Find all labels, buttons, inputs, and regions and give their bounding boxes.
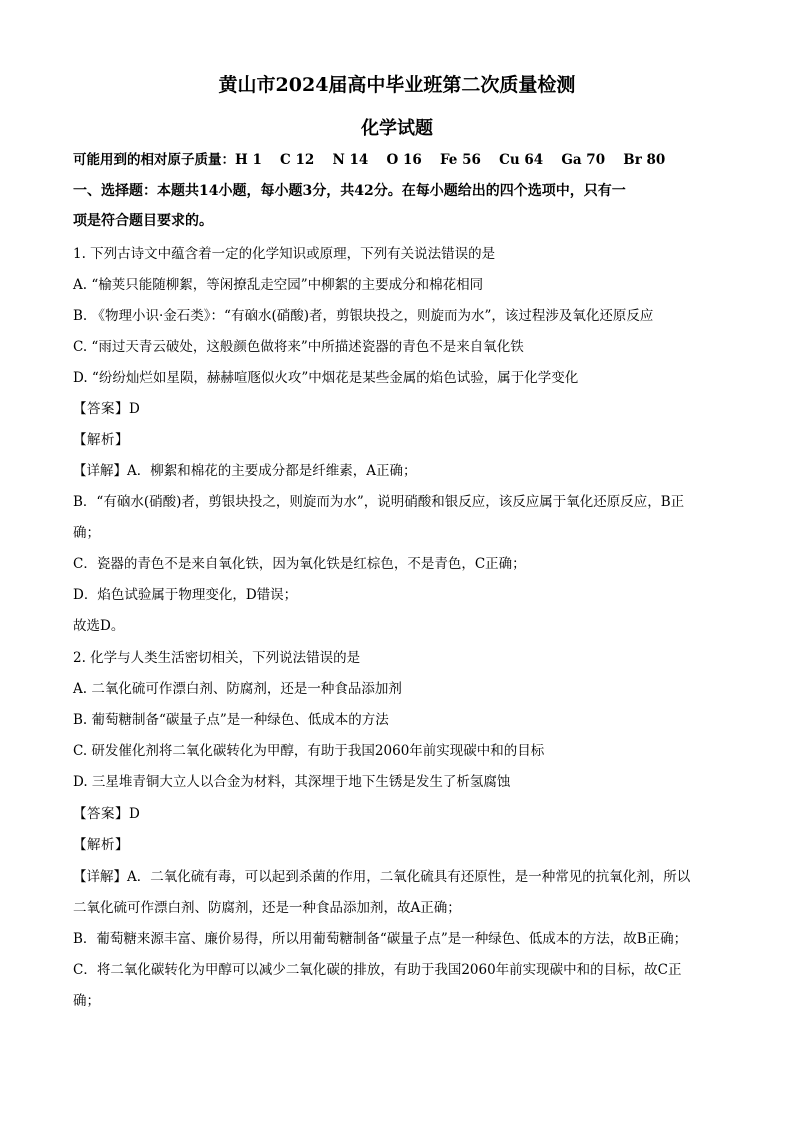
q1-analysis-label: 【解析】 (73, 432, 129, 448)
q1-detail-b-line1: B．“有硇水(硝酸)者，剪银块投之，则旋而为水”，说明硝酸和银反应，该反应属于氧化还原反应，B正 (73, 494, 685, 510)
q2-detail-c-line1: C．将二氧化碳转化为甲醇可以减少二氧化碳的排放，有助于我国2060年前实现碳中和的目标，故C正 (73, 962, 682, 978)
q2-option-c: C. 研发催化剂将二氧化碳转化为甲醇，有助于我国2060年前实现碳中和的目标 (73, 743, 545, 759)
q1-option-a: A. “榆荚只能随柳絮，等闲撩乱走空园”中柳絮的主要成分和棉花相同 (73, 277, 484, 293)
q1-conclusion: 故选D。 (73, 618, 125, 634)
q1-detail-a: 【详解】A．柳絮和棉花的主要成分都是纤维素，A正确； (73, 463, 417, 479)
q1-option-b: B. 《物理小识·金石类》：“有硇水(硝酸)者，剪银块投之，则旋而为水”，该过程涉及氧化还原反应 (73, 308, 654, 324)
q2-option-a: A. 二氧化硫可作漂白剂、防腐剂，还是一种食品添加剂 (73, 681, 402, 697)
q1-stem: 1. 下列古诗文中蕴含着一定的化学知识或原理，下列有关说法错误的是 (73, 246, 496, 262)
q2-detail-c-line2: 确； (73, 993, 100, 1009)
q2-option-b: B. 葡萄糖制备“碳量子点”是一种绿色、低成本的方法 (73, 712, 389, 728)
q2-option-d: D. 三星堆青铜大立人以合金为材料，其深埋于地下生锈是发生了析氢腐蚀 (73, 774, 511, 790)
q1-option-c: C. “雨过天青云破处，这般颜色做将来”中所描述瓷器的青色不是来自氧化铁 (73, 339, 524, 355)
q1-answer: 【答案】D (73, 401, 141, 417)
q2-detail-b: B．葡萄糖来源丰富、廉价易得，所以用葡萄糖制备“碳量子点”是一种绿色、低成本的方法，故B正确； (73, 931, 688, 947)
exam-title: 黄山市2024届高中毕业班第二次质量检测 (218, 74, 576, 96)
q2-answer: 【答案】D (73, 806, 141, 822)
q1-detail-b-line2: 确； (73, 525, 100, 541)
exam-subtitle: 化学试题 (361, 118, 433, 139)
q2-detail-a-line1: 【详解】A．二氧化硫有毒，可以起到杀菌的作用，二氧化硫具有还原性，是一种常见的抗氧化剂，所以 (73, 869, 691, 885)
q1-option-d: D. “纷纷灿烂如星陨，赫赫喧豗似火攻”中烟花是某些金属的焰色试验，属于化学变化 (73, 370, 579, 386)
q2-detail-a-line2: 二氧化硫可作漂白剂、防腐剂，还是一种食品添加剂，故A正确； (73, 900, 461, 916)
atomic-mass-line: 可能用到的相对原子质量：H 1 C 12 N 14 O 16 Fe 56 Cu 64 Ga 70 Br 80 (73, 152, 666, 168)
q2-analysis-label: 【解析】 (73, 837, 129, 853)
q1-detail-c: C．瓷器的青色不是来自氧化铁，因为氧化铁是红棕色，不是青色，C正确； (73, 556, 526, 572)
section-heading-line1: 一、选择题：本题共14小题，每小题3分，共42分。在每小题给出的四个选项中，只有一 (73, 183, 626, 199)
q1-detail-d: D．焰色试验属于物理变化，D错误； (73, 587, 298, 603)
q2-stem: 2. 化学与人类生活密切相关，下列说法错误的是 (73, 650, 361, 666)
section-heading-line2: 项是符合题目要求的。 (73, 213, 213, 229)
